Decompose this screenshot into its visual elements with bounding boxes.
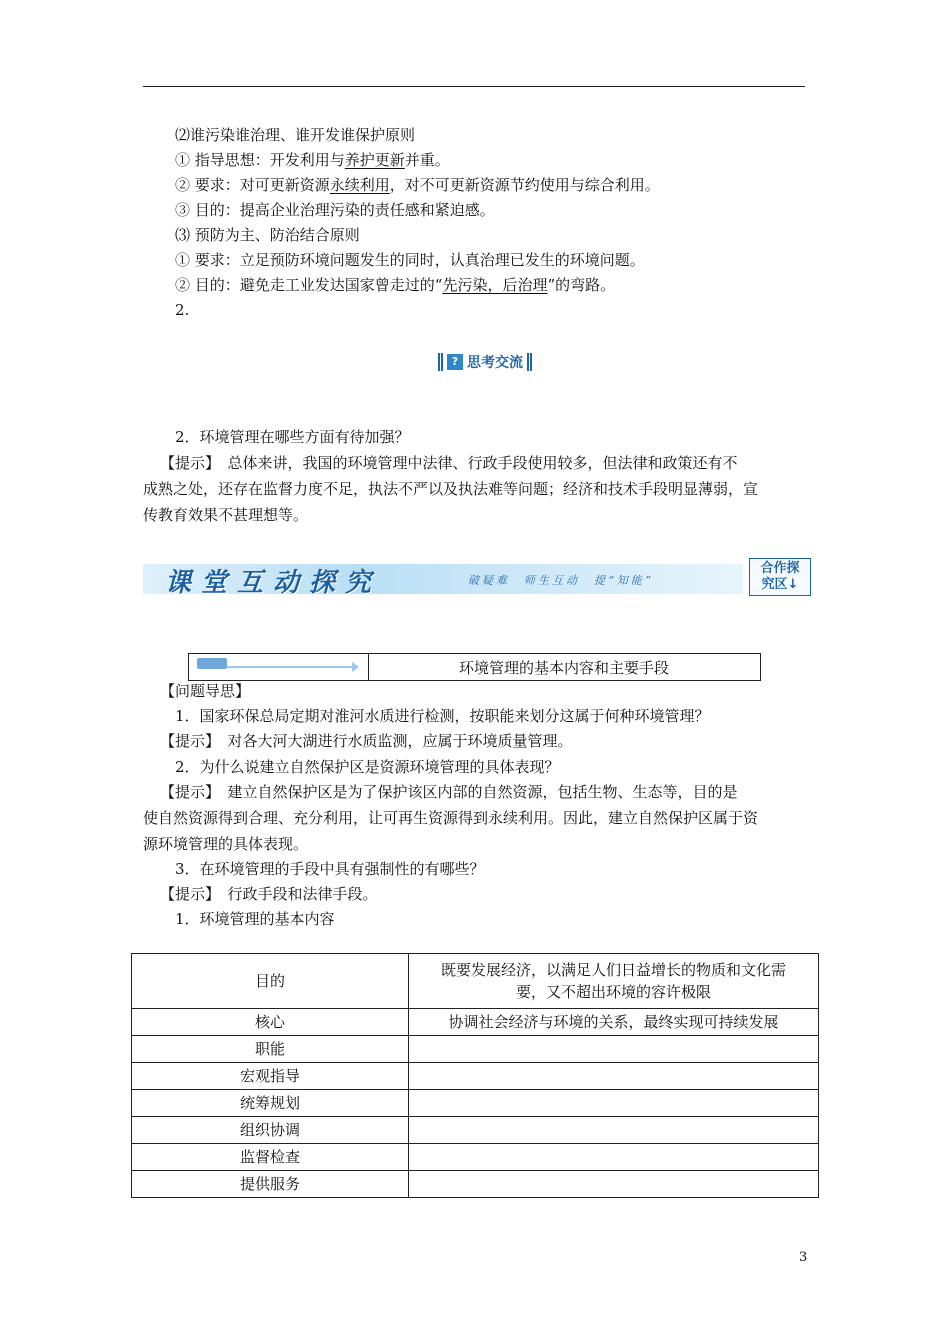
guide-hint-2-line-1: 【提示】 建立自然保护区是为了保护该区内部的自然资源，包括生物、生态等，目的是 — [160, 783, 738, 801]
principle-2-heading: ⑵谁污染谁治理、谁开发谁保护原则 — [175, 126, 416, 144]
row-key: 核心 — [132, 1009, 409, 1036]
think-hint-line-2: 成熟之处，还存在监督力度不足，执法不严以及执法难等问题；经济和技术手段明显薄弱，宣 — [143, 480, 759, 498]
guide-heading: 【问题导思】 — [160, 682, 251, 700]
think-exchange-label — [438, 351, 532, 373]
guide-question-3: 3．在环境管理的手段中具有强制性的有哪些？ — [175, 860, 485, 878]
row-value — [409, 1171, 819, 1198]
table-row — [132, 1090, 819, 1117]
topic-box — [188, 653, 761, 681]
row-value — [409, 1117, 819, 1144]
row-key: 职能 — [132, 1036, 409, 1063]
header-rule — [143, 86, 805, 87]
table-row — [132, 1171, 819, 1198]
row-key: 提供服务 — [132, 1171, 409, 1198]
row-key: 统筹规划 — [132, 1090, 409, 1117]
banner-title: 课堂互动探究 — [165, 568, 382, 598]
topic-title: 环境管理的基本内容和主要手段 — [458, 659, 669, 677]
basic-content-heading: 1．环境管理的基本内容 — [175, 910, 335, 928]
principle-2-guiding-idea: ① 指导思想：开发利用与养护更新并重。 — [175, 151, 450, 169]
think-question: 2．环境管理在哪些方面有待加强？ — [175, 428, 410, 446]
row-value — [409, 1036, 819, 1063]
table-row — [132, 1063, 819, 1090]
right-bar-icon — [527, 353, 532, 371]
tag-pill-icon — [197, 658, 227, 669]
management-content-table — [131, 953, 819, 1198]
principle-2-purpose: ③ 目的：提高企业治理污染的责任感和紧迫感。 — [175, 201, 495, 219]
section-banner — [143, 558, 813, 598]
table-row — [132, 1009, 819, 1036]
guide-question-1: 1．国家环保总局定期对淮河水质进行检测，按职能来划分这属于何种环境管理？ — [175, 707, 710, 725]
item-2-number: 2. — [175, 301, 190, 319]
principle-3-heading: ⑶ 预防为主、防治结合原则 — [175, 226, 360, 244]
table-row — [132, 1117, 819, 1144]
guide-hint-2-line-3: 源环境管理的具体表现。 — [143, 835, 309, 853]
row-value: 既要发展经济，以满足人们日益增长的物质和文化需 要，又不超出环境的容许极限 — [409, 954, 819, 1009]
row-value — [409, 1144, 819, 1171]
principle-3-purpose: ② 目的：避免走工业发达国家曾走过的“先污染，后治理”的弯路。 — [175, 276, 616, 294]
principle-2-requirement: ② 要求：对可更新资源永续利用，对不可更新资源节约使用与综合利用。 — [175, 176, 660, 194]
arrow-head-icon — [352, 662, 359, 672]
think-hint-line-1: 【提示】 总体来讲，我国的环境管理中法律、行政手段使用较多，但法律和政策还有不 — [160, 454, 738, 472]
guide-hint-3: 【提示】 行政手段和法律手段。 — [160, 885, 378, 903]
table-row — [132, 1144, 819, 1171]
row-key: 组织协调 — [132, 1117, 409, 1144]
guide-hint-1: 【提示】 对各大河大湖进行水质监测，应属于环境质量管理。 — [160, 732, 573, 750]
row-key: 目的 — [132, 954, 409, 1009]
row-key: 监督检查 — [132, 1144, 409, 1171]
topic-tag — [189, 654, 369, 680]
table-row — [132, 954, 819, 1009]
table-row — [132, 1036, 819, 1063]
left-bar-icon — [438, 353, 443, 371]
row-value — [409, 1063, 819, 1090]
guide-question-2: 2．为什么说建立自然保护区是资源环境管理的具体表现？ — [175, 758, 560, 776]
think-hint-line-3: 传教育效果不甚理想等。 — [143, 506, 309, 524]
principle-3-requirement: ① 要求：立足预防环境问题发生的同时，认真治理已发生的环境问题。 — [175, 251, 645, 269]
think-exchange-text: 思考交流 — [467, 355, 523, 371]
banner-slogan: 破疑难 师生互动 提“知能” — [468, 574, 654, 587]
badge-line-1: 合作探 — [760, 561, 800, 576]
page-number: 3 — [799, 1250, 808, 1265]
badge-line-2: 究区↓ — [761, 577, 799, 592]
row-key: 宏观指导 — [132, 1063, 409, 1090]
cooperation-zone-badge — [749, 558, 811, 596]
row-value — [409, 1090, 819, 1117]
guide-hint-2-line-2: 使自然资源得到合理、充分利用，让可再生资源得到永续利用。因此，建立自然保护区属于资 — [143, 809, 759, 827]
row-value: 协调社会经济与环境的关系，最终实现可持续发展 — [409, 1009, 819, 1036]
question-icon: ? — [447, 354, 463, 370]
